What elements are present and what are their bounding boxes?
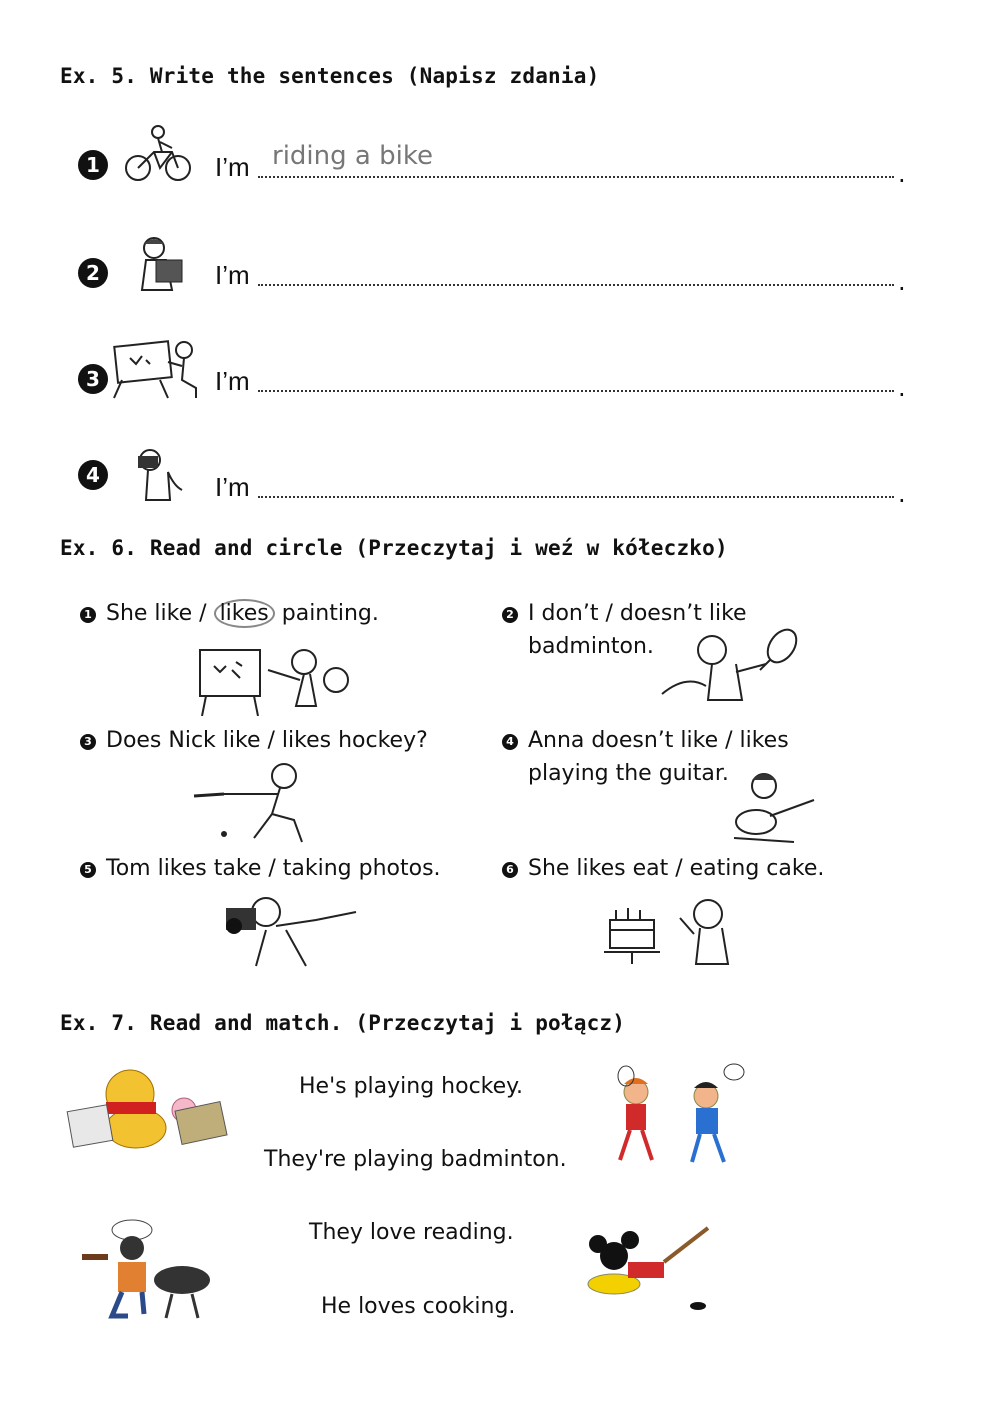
ex6-item-1-circled[interactable]: likes — [214, 599, 275, 628]
ex5-row1-number: 1 — [78, 150, 108, 180]
ex5-row4-line — [258, 496, 894, 498]
ex6-item-1[interactable] — [80, 597, 379, 630]
ex5-row3-prefix: I’m — [215, 366, 250, 396]
ex6-item-4-line2: playing the guitar. — [528, 761, 729, 786]
ex5-heading: Ex. 5. Write the sentences (Napisz zdania) — [60, 64, 600, 88]
ex7-sentence-2[interactable]: They're playing badminton. — [264, 1147, 567, 1172]
ex6-item-5-text: Tom likes take / taking photos. — [106, 856, 441, 881]
ex5-row1-line — [258, 176, 894, 178]
ex6-item-4-text: Anna doesn’t like / likes — [528, 728, 789, 753]
ex6-item-6-number: 6 — [502, 862, 518, 878]
ex5-row3-period: . — [898, 374, 906, 402]
ex6-item-2-number: 2 — [502, 607, 518, 623]
bike-rider-icon — [122, 124, 194, 184]
ex5-row2-number: 2 — [78, 258, 108, 288]
cake-girl-icon — [604, 890, 754, 968]
ex6-item-1-number: 1 — [80, 607, 96, 623]
ex5-row4-period: . — [898, 480, 906, 508]
ex5-row2-answer-input[interactable] — [258, 246, 894, 282]
ex5-row3-number: 3 — [78, 364, 108, 394]
ex5-row2-line — [258, 284, 894, 286]
mickey-hockey-icon — [584, 1222, 748, 1334]
boy-taking-photo-icon — [124, 446, 190, 508]
ex6-item-5[interactable] — [80, 852, 441, 885]
ex6-item-3[interactable] — [80, 724, 428, 757]
ex6-item-6-text: She likes eat / eating cake. — [528, 856, 825, 881]
pooh-reading-icon — [66, 1058, 230, 1150]
ex6-item-2-text: I don’t / doesn’t like — [528, 601, 747, 626]
ex5-row3-line — [258, 390, 894, 392]
ex5-row1-answer-input[interactable] — [258, 138, 894, 174]
girl-reading-icon — [128, 234, 188, 296]
ex6-item-3-text: Does Nick like / likes hockey? — [106, 728, 428, 753]
hockey-boy-icon — [184, 760, 344, 846]
ex5-row4-number: 4 — [78, 460, 108, 490]
ex6-item-6[interactable] — [502, 852, 824, 885]
ex7-sentence-4[interactable]: He loves cooking. — [321, 1294, 516, 1319]
ex5-row1-prefix: I’m — [215, 152, 250, 182]
ex7-sentence-3[interactable]: They love reading. — [309, 1220, 514, 1245]
ex5-row2-period: . — [898, 268, 906, 296]
man-painting-icon — [110, 336, 204, 400]
ex6-item-5-number: 5 — [80, 862, 96, 878]
ex5-row3-answer-input[interactable] — [258, 352, 894, 388]
goofy-cooking-icon — [72, 1214, 220, 1322]
ex5-row1-period: . — [898, 160, 906, 188]
ex7-heading: Ex. 7. Read and match. (Przeczytaj i połącz) — [60, 1011, 626, 1035]
painting-girl-icon — [196, 640, 352, 716]
ex7-sentence-1[interactable]: He's playing hockey. — [299, 1074, 524, 1099]
ex6-item-4-number: 4 — [502, 734, 518, 750]
ex6-heading: Ex. 6. Read and circle (Przeczytaj i weź w kółeczko) — [60, 536, 728, 560]
ex6-item-1-after: painting. — [274, 601, 379, 626]
ex6-item-1-before: She like / — [106, 601, 214, 626]
ex5-row2-prefix: I’m — [215, 260, 250, 290]
ex6-item-3-number: 3 — [80, 734, 96, 750]
ex6-item-2-line2: badminton. — [528, 634, 654, 659]
ex5-row4-prefix: I’m — [215, 472, 250, 502]
badminton-boy-icon — [656, 624, 806, 708]
camera-man-icon — [196, 890, 362, 968]
ex5-row4-answer-input[interactable] — [258, 458, 894, 494]
guitar-girl-icon — [724, 768, 824, 848]
badminton-kids-icon — [596, 1062, 752, 1170]
